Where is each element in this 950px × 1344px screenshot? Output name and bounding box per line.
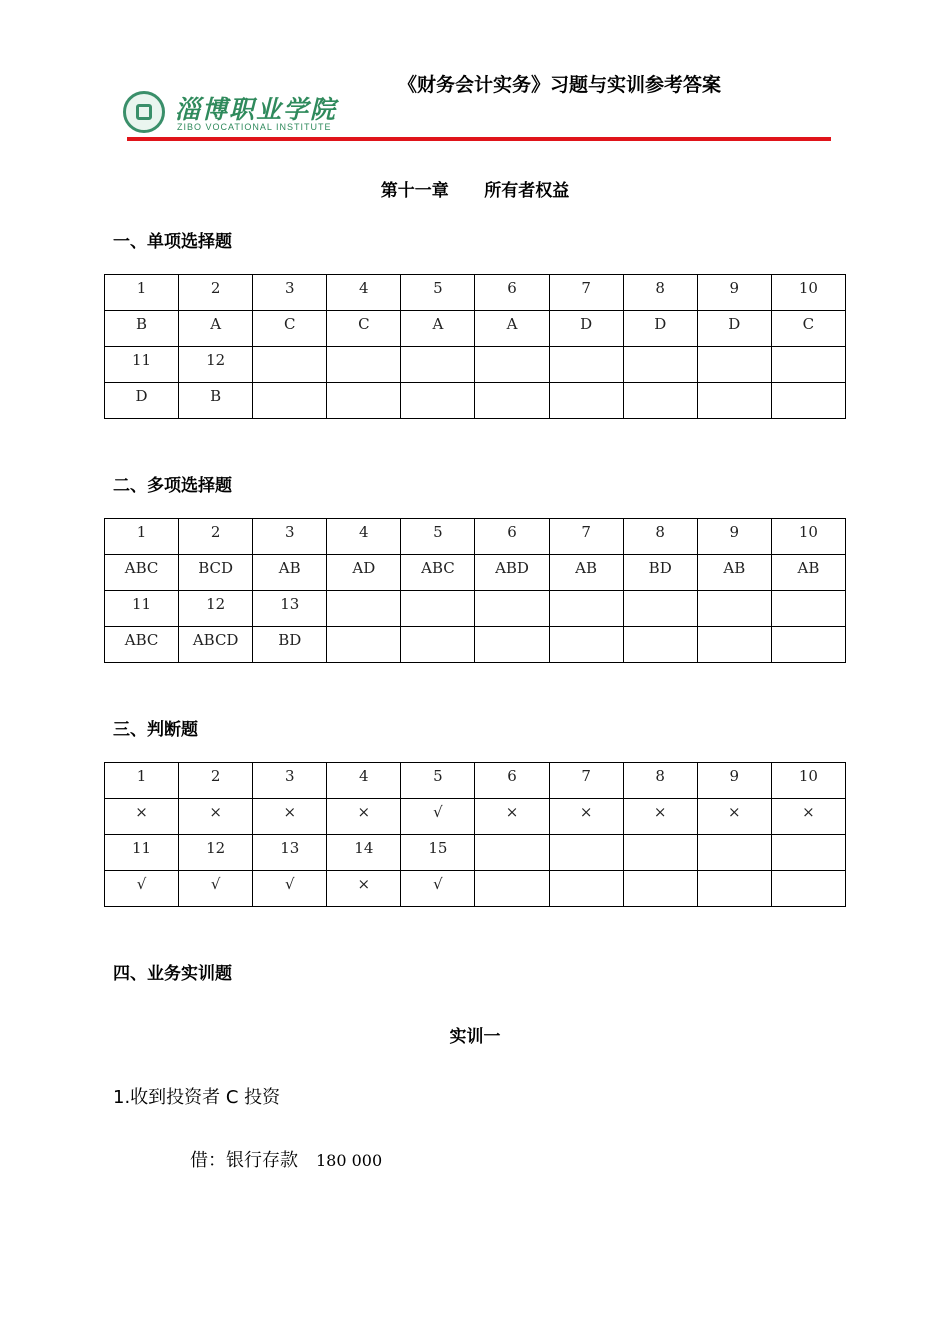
- table-cell: ABC: [105, 555, 179, 591]
- table-cell: [253, 347, 327, 383]
- table-cell: D: [105, 383, 179, 419]
- table-row: [105, 383, 846, 419]
- table-cell: 5: [401, 763, 475, 799]
- table-cell: ×: [771, 799, 845, 835]
- table-cell: AB: [697, 555, 771, 591]
- multi-choice-answer-table: [104, 518, 846, 663]
- table-cell: C: [771, 311, 845, 347]
- table-cell: 11: [105, 591, 179, 627]
- table-cell: B: [179, 383, 253, 419]
- table-cell: [475, 347, 549, 383]
- table-cell: [623, 627, 697, 663]
- school-logo: [113, 88, 338, 138]
- table-cell: ×: [697, 799, 771, 835]
- table-cell: 13: [253, 835, 327, 871]
- table-cell: 3: [253, 519, 327, 555]
- table-cell: 8: [623, 519, 697, 555]
- table-cell: 1: [105, 519, 179, 555]
- table-cell: 6: [475, 519, 549, 555]
- table-cell: 2: [179, 519, 253, 555]
- table-row: [105, 591, 846, 627]
- table-cell: 5: [401, 519, 475, 555]
- table-cell: [697, 347, 771, 383]
- table-cell: [549, 871, 623, 907]
- table-cell: C: [327, 311, 401, 347]
- table-cell: BCD: [179, 555, 253, 591]
- table-cell: ×: [327, 871, 401, 907]
- table-row: [105, 347, 846, 383]
- table-cell: 2: [179, 763, 253, 799]
- single-choice-answer-table: [104, 274, 846, 419]
- logo-english-name: ZIBO VOCATIONAL INSTITUTE: [177, 122, 332, 132]
- table-cell: 3: [253, 275, 327, 311]
- table-cell: 4: [327, 519, 401, 555]
- table-cell: 9: [697, 519, 771, 555]
- table-cell: [327, 383, 401, 419]
- table-cell: 9: [697, 275, 771, 311]
- table-cell: [623, 835, 697, 871]
- table-cell: ABC: [401, 555, 475, 591]
- table-row: [105, 871, 846, 907]
- table-cell: 15: [401, 835, 475, 871]
- table-cell: 4: [327, 275, 401, 311]
- journal-entry: [190, 1146, 382, 1172]
- table-cell: ×: [623, 799, 697, 835]
- table-cell: A: [475, 311, 549, 347]
- table-cell: √: [253, 871, 327, 907]
- table-cell: [475, 627, 549, 663]
- table-cell: 1: [105, 763, 179, 799]
- table-cell: D: [623, 311, 697, 347]
- table-cell: [475, 591, 549, 627]
- table-cell: [771, 871, 845, 907]
- table-cell: D: [697, 311, 771, 347]
- table-cell: 10: [771, 519, 845, 555]
- table-cell: 9: [697, 763, 771, 799]
- table-cell: [327, 347, 401, 383]
- table-cell: AD: [327, 555, 401, 591]
- table-cell: 7: [549, 519, 623, 555]
- table-cell: [697, 871, 771, 907]
- table-cell: 11: [105, 347, 179, 383]
- table-cell: ×: [549, 799, 623, 835]
- table-cell: [401, 627, 475, 663]
- table-cell: AB: [771, 555, 845, 591]
- table-row: [105, 799, 846, 835]
- table-cell: 6: [475, 763, 549, 799]
- table-row: [105, 835, 846, 871]
- table-cell: 8: [623, 763, 697, 799]
- table-cell: C: [253, 311, 327, 347]
- table-cell: [401, 383, 475, 419]
- table-cell: [549, 347, 623, 383]
- table-cell: 7: [549, 275, 623, 311]
- table-cell: 13: [253, 591, 327, 627]
- logo-chinese-name: 淄博职业学院: [175, 95, 338, 124]
- table-cell: 2: [179, 275, 253, 311]
- table-cell: BD: [623, 555, 697, 591]
- table-cell: A: [179, 311, 253, 347]
- table-row: [105, 519, 846, 555]
- document-header-title: 《财务会计实务》习题与实训参考答案: [398, 74, 722, 96]
- table-cell: √: [179, 871, 253, 907]
- table-cell: [327, 591, 401, 627]
- table-row: [105, 275, 846, 311]
- table-cell: ×: [253, 799, 327, 835]
- practice-item: 1.收到投资者 C 投资: [113, 1087, 281, 1108]
- table-cell: 10: [771, 763, 845, 799]
- table-cell: [475, 871, 549, 907]
- table-cell: [771, 627, 845, 663]
- table-cell: 12: [179, 347, 253, 383]
- table-cell: 3: [253, 763, 327, 799]
- table-cell: [475, 835, 549, 871]
- table-cell: √: [105, 871, 179, 907]
- table-cell: AB: [549, 555, 623, 591]
- section-title-multi-choice: 二、多项选择题: [113, 476, 232, 496]
- table-cell: 14: [327, 835, 401, 871]
- table-cell: [401, 591, 475, 627]
- practice-subtitle: 实训一: [449, 1027, 501, 1047]
- table-cell: ×: [179, 799, 253, 835]
- table-cell: [549, 627, 623, 663]
- table-cell: ×: [105, 799, 179, 835]
- table-row: [105, 555, 846, 591]
- table-cell: √: [401, 799, 475, 835]
- table-cell: 4: [327, 763, 401, 799]
- table-cell: √: [401, 871, 475, 907]
- table-cell: ABD: [475, 555, 549, 591]
- table-cell: [771, 383, 845, 419]
- table-row: [105, 763, 846, 799]
- table-cell: [549, 835, 623, 871]
- table-cell: ×: [475, 799, 549, 835]
- header-divider: [127, 137, 831, 141]
- table-cell: [623, 383, 697, 419]
- table-cell: AB: [253, 555, 327, 591]
- table-cell: [327, 627, 401, 663]
- table-cell: [771, 835, 845, 871]
- table-cell: 7: [549, 763, 623, 799]
- chapter-title: 第十一章 所有者权益: [380, 181, 570, 201]
- table-cell: [623, 871, 697, 907]
- table-cell: [623, 591, 697, 627]
- table-cell: 11: [105, 835, 179, 871]
- table-cell: [549, 383, 623, 419]
- table-cell: ABC: [105, 627, 179, 663]
- table-cell: [697, 835, 771, 871]
- table-cell: [253, 383, 327, 419]
- table-cell: 8: [623, 275, 697, 311]
- table-cell: 10: [771, 275, 845, 311]
- table-cell: ABCD: [179, 627, 253, 663]
- table-cell: 6: [475, 275, 549, 311]
- table-cell: [475, 383, 549, 419]
- table-cell: [401, 347, 475, 383]
- table-cell: 5: [401, 275, 475, 311]
- table-cell: [771, 347, 845, 383]
- table-cell: 12: [179, 835, 253, 871]
- table-cell: [697, 383, 771, 419]
- table-cell: [623, 347, 697, 383]
- table-cell: [549, 591, 623, 627]
- table-row: [105, 311, 846, 347]
- section-title-practice: 四、业务实训题: [113, 964, 232, 984]
- section-title-true-false: 三、判断题: [113, 720, 198, 740]
- table-cell: [697, 591, 771, 627]
- table-row: [105, 627, 846, 663]
- school-emblem-icon: [123, 91, 165, 133]
- journal-entry-amount: 180 000: [316, 1151, 383, 1170]
- journal-entry-label: 借：银行存款: [190, 1150, 298, 1171]
- true-false-answer-table: [104, 762, 846, 907]
- table-cell: D: [549, 311, 623, 347]
- table-cell: B: [105, 311, 179, 347]
- section-title-single-choice: 一、单项选择题: [113, 232, 232, 252]
- table-cell: 12: [179, 591, 253, 627]
- table-cell: BD: [253, 627, 327, 663]
- table-cell: A: [401, 311, 475, 347]
- table-cell: [697, 627, 771, 663]
- table-cell: [771, 591, 845, 627]
- table-cell: ×: [327, 799, 401, 835]
- table-cell: 1: [105, 275, 179, 311]
